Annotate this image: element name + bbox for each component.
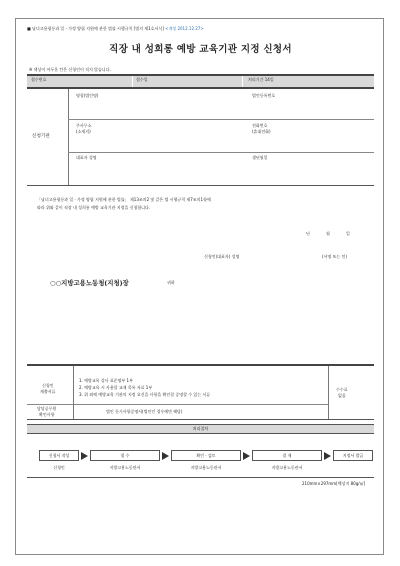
procedure-bottom-rule (27, 477, 374, 478)
date-day: 일 (346, 231, 350, 236)
applicant-section-label: 신청기관 (32, 134, 50, 139)
org-name-label: 명칭(법인명) (76, 93, 99, 98)
arrow-right-icon (324, 452, 331, 460)
form-sheet (15, 18, 384, 555)
step-name: 신청서 작성 (48, 453, 70, 458)
law-note: ■ 남녀고용평등과 일ㆍ가정 양립 지원에 관한 법률 시행규칙 [별지 제1호서식] (27, 26, 166, 31)
step-name: 지정서 발급 (342, 453, 364, 458)
statement-line-2: 따라 위와 같이 직장 내 성희롱 예방 교육기관 지정을 신청합니다. (37, 205, 151, 210)
attachments-bottom-rule (27, 419, 374, 420)
addressee-office: ○○지방고용노동청(지청)장 (50, 279, 129, 287)
statement-line-1: 「남녀고용평등과 일ㆍ가정 양립 지원에 관한 법률」 제13조의2 및 같은 법 시행규칙 제7조의1항에 (37, 197, 211, 202)
instruction-text: ※ 색상이 어두운 칸은 신청인이 적지 않습니다. (29, 67, 111, 72)
step-handler: 지방고용노동관서 (271, 465, 303, 470)
attachments-top-rule (27, 364, 374, 366)
arrow-right-icon (81, 452, 88, 460)
arrow-right-icon (243, 452, 250, 460)
arrow-right-icon (162, 452, 169, 460)
officer-check-label-2: 확인사항 (39, 412, 55, 417)
step-box-issuance (333, 450, 373, 461)
org-name-field[interactable] (76, 100, 236, 114)
law-reference (27, 26, 204, 31)
step-box-approval (252, 450, 322, 461)
addressee-suffix: 귀하 (167, 280, 175, 285)
step-handler: 신청인 (53, 465, 65, 470)
representative-field[interactable] (76, 162, 236, 180)
receipt-divider (132, 76, 133, 87)
officer-check-label-1: 담당공무원 (37, 406, 57, 411)
fee-value: 없음 (338, 393, 346, 398)
receipt-no-label: 접수번호 (31, 77, 47, 82)
receipt-date-label: 접수일 (136, 77, 148, 82)
step-handler: 지방고용노동관서 (109, 465, 141, 470)
form-title: 직장 내 성희롱 예방 교육기관 지정 신청서 (109, 44, 292, 55)
attachment-item: 2. 예방교육 시 사용할 교재 목록 자료 1부 (79, 385, 153, 390)
step-handler: 지방고용노동관서 (190, 465, 222, 470)
procedure-title: 처리절차 (192, 426, 209, 431)
reg-no-field[interactable] (252, 100, 370, 114)
birth-date-label: 생년월일 (252, 155, 268, 160)
date-month: 월 (326, 231, 330, 236)
fee-divider (328, 366, 329, 419)
birth-date-field[interactable] (252, 162, 370, 180)
step-box-review (171, 450, 241, 461)
reg-no-label: 법인등록번호 (252, 93, 276, 98)
applicant-row-rule (68, 119, 374, 120)
signature-note: (서명 또는 인) (322, 254, 347, 259)
attachments-label-2: 제출서류 (40, 389, 56, 394)
applicant-row-rule (68, 152, 374, 153)
phone-label: 전화번호 (252, 123, 268, 128)
applicant-top-rule (27, 87, 374, 89)
attachment-item: 3. 위 외에 예방교육 기관의 지정 요건을 사항을 확인할 증명할 수 있는 서류 (79, 392, 211, 397)
attachments-divider (73, 366, 74, 404)
step-box-application (39, 450, 79, 461)
step-box-receipt (90, 450, 160, 461)
step-name: 결 재 (282, 453, 292, 458)
attachments-label-1: 신청인 (42, 383, 54, 388)
date-year: 년 (306, 231, 310, 236)
receipt-divider (242, 76, 243, 87)
step-name: 확인ㆍ검토 (196, 453, 216, 458)
address-label: 주사무소 (76, 123, 92, 128)
address-field[interactable] (76, 136, 236, 148)
phone-sub-label: (휴대전화) (252, 129, 271, 134)
applicant-signature-label: 신청인(대표자) 성명 (204, 254, 240, 259)
paper-spec: 210mm×297mm[백상지 80g/㎡] (302, 481, 366, 486)
officer-check-content: 법인 등기사항증명서(법인인 경우에만 해당) (106, 409, 183, 414)
applicant-bottom-rule (27, 185, 374, 186)
officer-check-divider (73, 404, 74, 419)
receipt-row (27, 76, 374, 87)
attachment-item: 1. 예방교육 강사 표준명부 1부 (79, 378, 133, 383)
phone-field[interactable] (252, 136, 370, 148)
processing-period: 처리기간 14일 (248, 77, 274, 82)
fee-label: 수수료 (336, 387, 348, 392)
applicant-divider (68, 89, 69, 186)
address-sub-label: (소재지) (76, 129, 91, 134)
step-name: 접 수 (120, 453, 130, 458)
representative-label: 대표자 성명 (76, 155, 97, 160)
amendment-note: <개정 2012.12.27> (165, 26, 204, 31)
